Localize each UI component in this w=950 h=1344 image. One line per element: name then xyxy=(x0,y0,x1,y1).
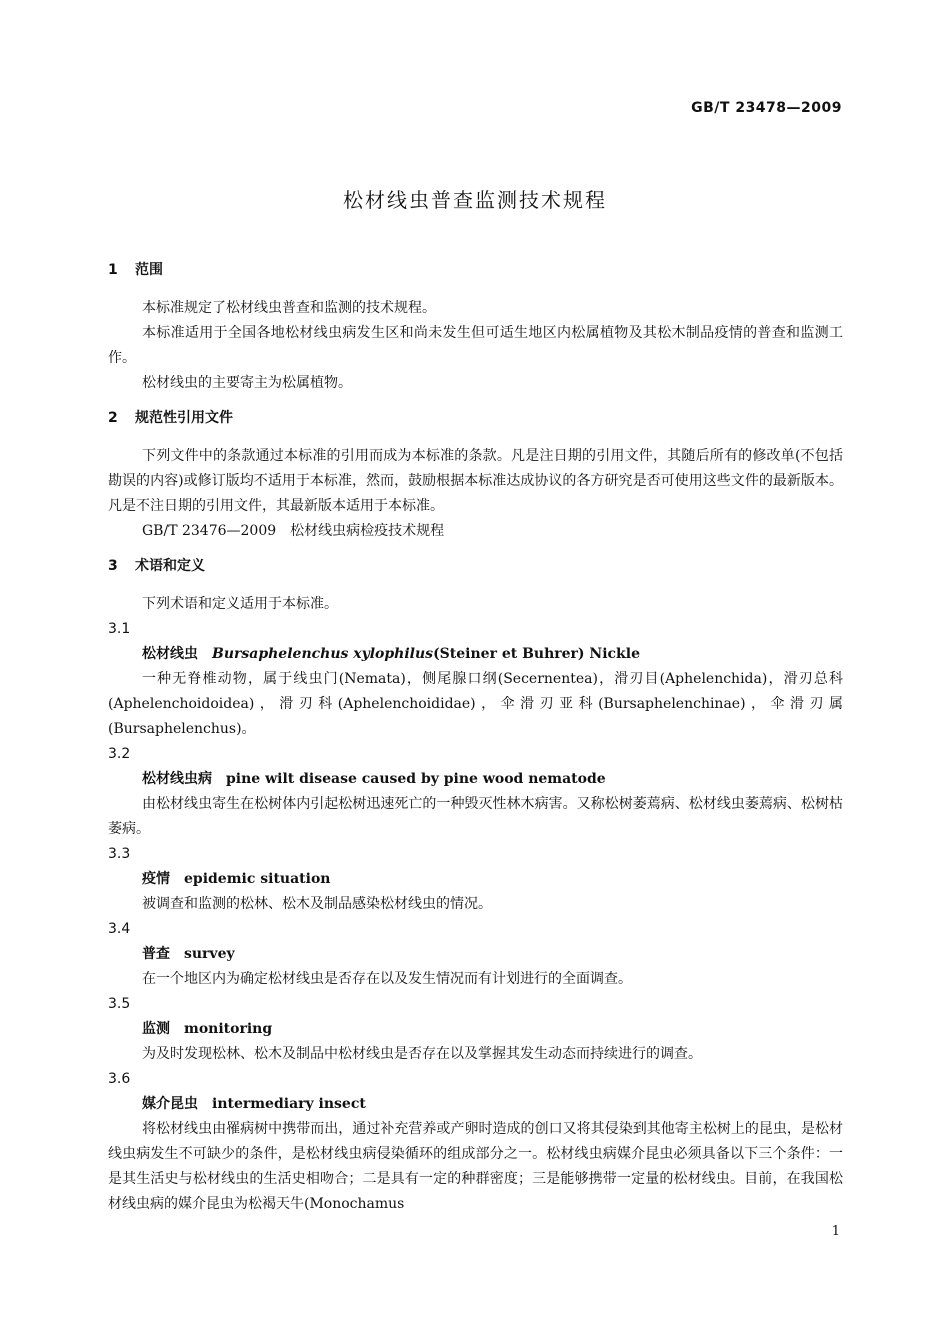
section-title: 范围 xyxy=(135,262,163,278)
section-title: 规范性引用文件 xyxy=(135,410,233,426)
paragraph: 松材线虫的主要寄主为松属植物。 xyxy=(142,375,352,391)
section-heading-normative-references xyxy=(108,406,843,431)
term-heading xyxy=(108,942,843,967)
standard-code: GB/T 23478—2009 xyxy=(691,100,842,116)
term-number: 3.5 xyxy=(108,996,131,1012)
document-title: 松材线虫普查监测技术规程 xyxy=(343,188,607,212)
term-heading xyxy=(108,1017,843,1042)
term-heading xyxy=(108,767,843,792)
term-heading xyxy=(108,1092,843,1117)
paragraph: 下列文件中的条款通过本标准的引用而成为本标准的条款。凡是注日期的引用文件，其随后所有的修改单(不包括勘误的内容)或修订版均不适用于本标准，然而，鼓励根据本标准达成协议的各方研究是否可使用这些文件的最新版本。凡是不注日期的引用文件，其最新版本适用于本标准。 xyxy=(108,448,843,514)
term-definition: 一种无脊椎动物，属于线虫门(Nemata)，侧尾腺口纲(Secernentea)，滑刃目(Aphelenchida)，滑刃总科(Aphelenchoidoidea)，滑刃科(Aphelenchoididae)，伞滑刃亚科(Bursaphelenchinae)，伞滑刃属(Bursaphelenchus)。 xyxy=(108,671,843,737)
paragraph: 本标准规定了松材线虫普查和监测的技术规程。 xyxy=(142,300,436,316)
document-body xyxy=(108,258,843,1217)
section-title: 术语和定义 xyxy=(135,558,205,574)
section-number: 3 xyxy=(108,558,118,574)
term-english: epidemic situation xyxy=(184,871,331,887)
term-english: intermediary insect xyxy=(212,1096,366,1112)
term-definition: 将松材线虫由罹病树中携带而出，通过补充营养或产卵时造成的创口又将其侵染到其他寄主松树上的昆虫，是松材线虫病发生不可缺少的条件，是松材线虫病侵染循环的组成部分之一。松材线虫病媒介昆虫必须具备以下三个条件：一是其生活史与松材线虫的生活史相吻合；二是具有一定的种群密度；三是能够携带一定量的松材线虫。目前，在我国松材线虫病的媒介昆虫为松褐天牛(Monochamus xyxy=(108,1121,843,1212)
term-number: 3.3 xyxy=(108,846,131,862)
term-number: 3.2 xyxy=(108,746,131,762)
term-number: 3.6 xyxy=(108,1071,131,1087)
term-definition: 被调查和监测的松林、松木及制品感染松材线虫的情况。 xyxy=(142,896,492,912)
term-chinese: 普查 xyxy=(142,946,170,962)
term-english: survey xyxy=(184,946,235,962)
term-chinese: 松材线虫病 xyxy=(142,771,212,787)
term-number: 3.1 xyxy=(108,621,131,637)
term-chinese: 疫情 xyxy=(142,871,170,887)
term-definition: 为及时发现松林、松木及制品中松材线虫是否存在以及掌握其发生动态而持续进行的调查。 xyxy=(142,1046,702,1062)
section-heading-scope xyxy=(108,258,843,283)
term-english: pine wilt disease caused by pine wood nematode xyxy=(226,771,606,787)
term-english xyxy=(212,646,640,662)
term-number: 3.4 xyxy=(108,921,131,937)
term-heading xyxy=(108,642,843,667)
section-number: 1 xyxy=(108,262,118,278)
term-chinese: 媒介昆虫 xyxy=(142,1096,198,1112)
term-english-italic: Bursaphelenchus xylophilus xyxy=(212,646,434,662)
term-chinese: 监测 xyxy=(142,1021,170,1037)
term-english-authority: (Steiner et Buhrer) Nickle xyxy=(433,646,640,662)
term-definition: 由松材线虫寄生在松树体内引起松树迅速死亡的一种毁灭性林木病害。又称松树萎蔫病、松材线虫萎蔫病、松树枯萎病。 xyxy=(108,796,843,837)
page-number: 1 xyxy=(831,1224,840,1239)
term-english: monitoring xyxy=(184,1021,273,1037)
term-definition: 在一个地区内为确定松材线虫是否存在以及发生情况而有计划进行的全面调查。 xyxy=(142,971,632,987)
paragraph: 下列术语和定义适用于本标准。 xyxy=(142,596,338,612)
section-number: 2 xyxy=(108,410,118,426)
term-chinese: 松材线虫 xyxy=(142,646,198,662)
reference-entry: GB/T 23476—2009 松材线虫病检疫技术规程 xyxy=(142,523,445,539)
paragraph: 本标准适用于全国各地松材线虫病发生区和尚未发生但可适生地区内松属植物及其松木制品疫情的普查和监测工作。 xyxy=(108,325,843,366)
section-heading-terms-definitions xyxy=(108,554,843,579)
term-heading xyxy=(108,867,843,892)
